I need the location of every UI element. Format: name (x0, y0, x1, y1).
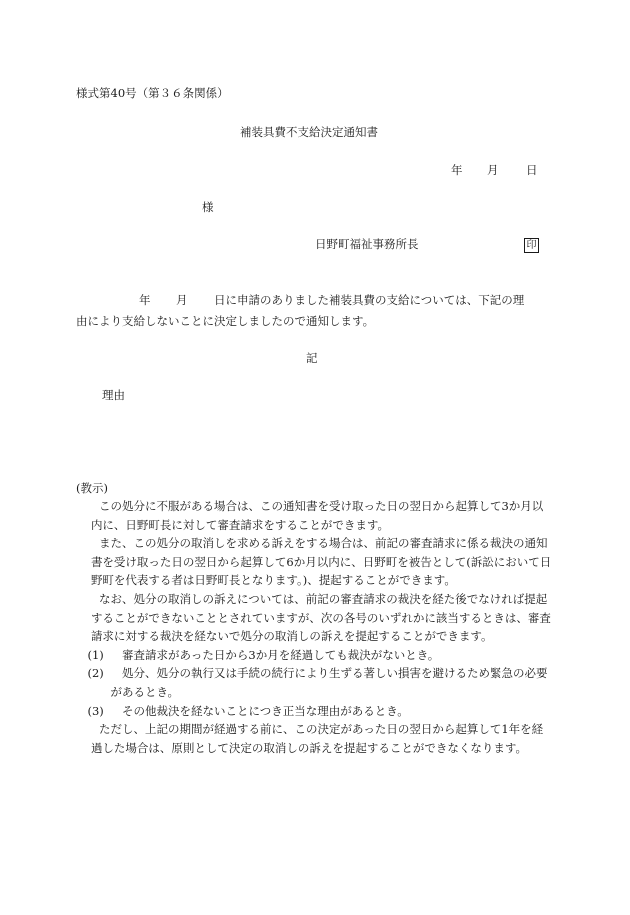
ki-heading: 記 (306, 351, 318, 365)
notice-item-number: (1) (87, 647, 104, 662)
body-month-label: 月 (176, 293, 188, 307)
notice-paragraph-2: また、この処分の取消しを求める訴えをする場合は、前記の審査請求に係る裁決の通知書を受け取った日の翌日から起算して6か月以内に、日野町を被告として(訴訟において日野町を代表する者は日野町長となります。)、提起することができます。 (90, 536, 552, 588)
notice-item (76, 664, 554, 701)
notice-item-text: その他裁決を経ないことにつき正当な理由があるとき。 (122, 703, 409, 718)
notice-item (76, 646, 554, 665)
form-label: 様式第40号（第３６条関係） (76, 86, 229, 100)
notice-item-number: (2) (87, 666, 104, 681)
date-year-label: 年 (451, 163, 463, 177)
document-title: 補装具費不支給決定通知書 (240, 125, 378, 139)
date-day-label: 日 (526, 163, 538, 177)
body-line-1: 日に申請のありました補装具費の支給については、下記の理 (214, 293, 525, 307)
notice-paragraph-4: ただし、上記の期間が経過する前に、この決定があった日の翌日から起算して1年を経過した場合は、原則として決定の取消しの訴えを提起することができなくなります。 (90, 722, 544, 755)
body-line-2: 由により支給しないことに決定しましたので通知します。 (76, 314, 375, 328)
notice-section (76, 497, 554, 757)
addressee-suffix: 様 (202, 200, 214, 214)
date-month-label: 月 (487, 163, 499, 177)
notice-paragraph-3: なお、処分の取消しの訴えについては、前記の審査請求の裁決を経た後でなければ提起することができないこととされていますが、次の各号のいずれかに該当するときは、審査請求に対する裁決を経ないで処分の取消しの訴えを提起することができます。 (90, 591, 551, 644)
notice-item-text: 処分、処分の執行又は手続の続行により生ずる著しい損害を避けるため緊急の必要があるとき。 (110, 666, 548, 699)
sender-name: 日野町福祉事務所長 (315, 237, 419, 251)
notice-heading: (教示) (76, 481, 108, 495)
seal-mark: 印 (524, 238, 539, 253)
notice-item (76, 702, 554, 721)
notice-item-text: 審査請求があった日から3か月を経過しても裁決がないとき。 (122, 647, 440, 662)
reason-label: 理由 (102, 388, 125, 402)
notice-paragraph-1: この処分に不服がある場合は、この通知書を受け取った日の翌日から起算して3か月以内に、日野町長に対して審査請求をすることができます。 (90, 499, 544, 532)
notice-item-number: (3) (87, 703, 104, 718)
body-year-label: 年 (139, 293, 151, 307)
